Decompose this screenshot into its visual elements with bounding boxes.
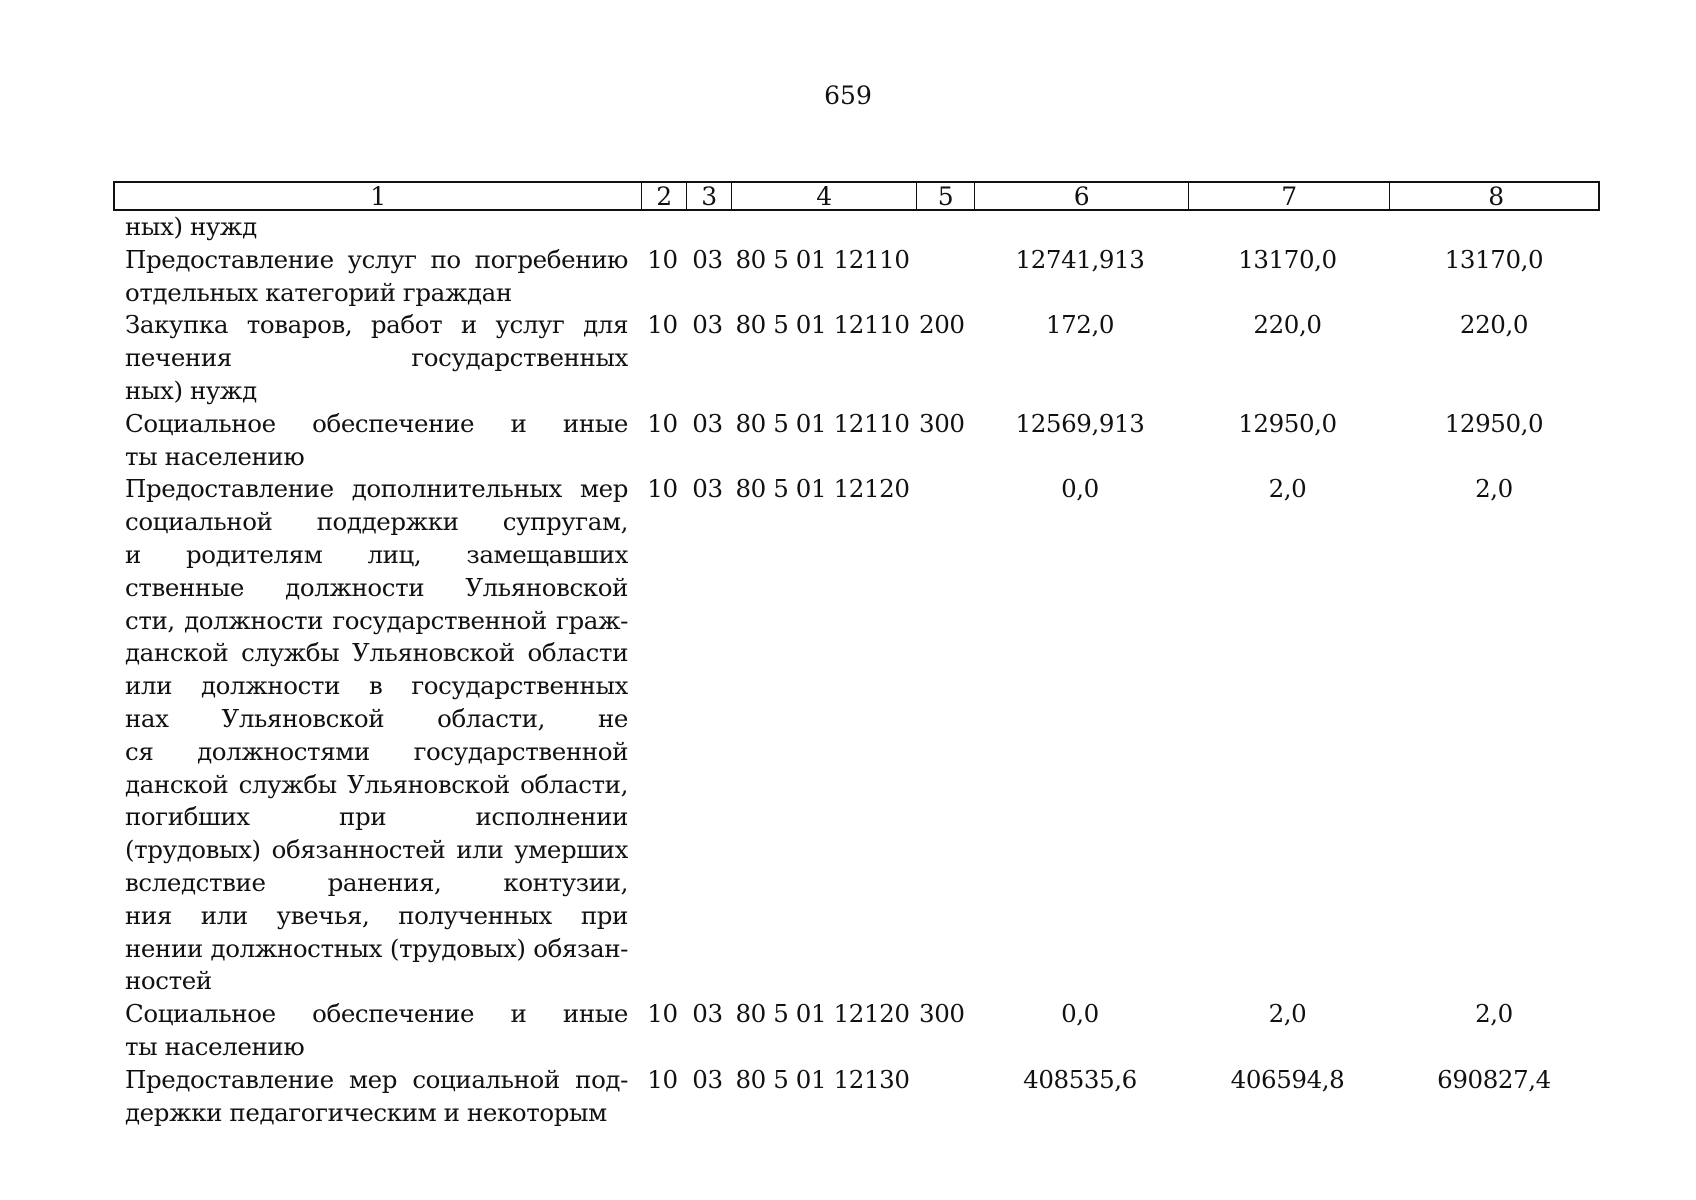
row-subsection: 03 bbox=[692, 474, 723, 504]
row-expense-type bbox=[915, 211, 973, 244]
description-line: Предоставление мер социальной под- bbox=[125, 1064, 628, 1094]
table-row bbox=[113, 408, 1600, 474]
row-amount-year-2: 12950,0 bbox=[1238, 408, 1337, 438]
row-expense-type: 300 bbox=[919, 408, 965, 438]
row-amount-year-2: 220,0 bbox=[1253, 310, 1322, 340]
description-line: ных) нужд bbox=[125, 375, 257, 405]
row-subsection: 03 bbox=[692, 999, 723, 1029]
row-description bbox=[113, 998, 640, 1064]
row-subsection: 03 bbox=[692, 1064, 723, 1094]
row-subsection: 03 bbox=[692, 244, 723, 274]
row-amount-year-2 bbox=[1187, 211, 1388, 244]
row-subsection: 03 bbox=[692, 408, 723, 438]
row-target-article: 80 5 01 12120 bbox=[735, 474, 910, 504]
description-line: ты населению bbox=[125, 1031, 305, 1061]
row-amount-year-1: 408535,6 bbox=[1023, 1064, 1137, 1094]
row-expense-type bbox=[915, 473, 973, 998]
row-description bbox=[113, 408, 640, 474]
description-line: ты населению bbox=[125, 441, 305, 471]
row-amount-year-1 bbox=[973, 211, 1187, 244]
row-amount-year-1: 12569,913 bbox=[1015, 408, 1145, 438]
description-line: держки педагогическим и некоторым bbox=[125, 1097, 607, 1127]
description-line: Социальное обеспечение и иные bbox=[125, 408, 628, 438]
row-target-article: 80 5 01 12110 bbox=[735, 408, 910, 438]
description-line: ных) нужд bbox=[125, 212, 257, 241]
row-section: 10 bbox=[647, 1064, 678, 1094]
row-target-article: 80 5 01 12110 bbox=[735, 310, 910, 340]
description-line: Предоставление дополнительных мер bbox=[125, 474, 628, 504]
description-line: и родителям лиц, замещавших bbox=[125, 539, 628, 569]
description-line: данской службы Ульяновской области bbox=[125, 638, 628, 668]
row-expense-type bbox=[915, 244, 973, 310]
table-row bbox=[113, 473, 1600, 998]
description-line: данской службы Ульяновской области, bbox=[125, 769, 628, 799]
row-section: 10 bbox=[647, 244, 678, 274]
table-header-row bbox=[113, 181, 1600, 211]
header-col-8: 8 bbox=[1488, 182, 1504, 211]
row-amount-year-1: 0,0 bbox=[1061, 999, 1099, 1029]
description-line: социальной поддержки супругам, bbox=[125, 507, 628, 537]
row-amount-year-3 bbox=[1388, 211, 1600, 244]
description-line: Предоставление услуг по погребению bbox=[125, 244, 628, 274]
row-amount-year-3: 12950,0 bbox=[1444, 408, 1544, 438]
description-line: отдельных категорий граждан bbox=[125, 277, 512, 307]
description-line: Социальное обеспечение и иные bbox=[125, 999, 628, 1029]
row-amount-year-1: 0,0 bbox=[1061, 474, 1099, 504]
description-line: печения государственных bbox=[125, 343, 628, 373]
table-row bbox=[113, 211, 1600, 244]
header-col-3: 3 bbox=[687, 183, 732, 211]
header-col-2: 2 bbox=[642, 183, 687, 211]
row-amount-year-2: 2,0 bbox=[1268, 999, 1307, 1029]
row-section: 10 bbox=[647, 310, 678, 340]
row-expense-type: 200 bbox=[919, 310, 965, 340]
row-amount-year-2: 13170,0 bbox=[1238, 244, 1337, 274]
budget-table bbox=[113, 181, 1600, 1129]
row-section bbox=[640, 211, 685, 244]
description-line: вследствие ранения, контузии, bbox=[125, 867, 628, 897]
row-target-article: 80 5 01 12130 bbox=[735, 1064, 910, 1094]
row-description bbox=[113, 473, 640, 998]
description-line: или должности в государственных bbox=[125, 671, 628, 701]
row-expense-type bbox=[915, 1064, 973, 1130]
row-target-article bbox=[730, 211, 915, 244]
row-target-article: 80 5 01 12110 bbox=[735, 244, 910, 274]
row-section: 10 bbox=[647, 474, 678, 504]
description-line: нении должностных (трудовых) обязан- bbox=[125, 933, 628, 963]
row-amount-year-3: 2,0 bbox=[1475, 999, 1513, 1029]
row-amount-year-3: 220,0 bbox=[1459, 310, 1529, 340]
table-body bbox=[113, 211, 1600, 1129]
row-section: 10 bbox=[647, 999, 678, 1029]
row-subsection: 03 bbox=[692, 310, 723, 340]
row-amount-year-3: 690827,4 bbox=[1437, 1064, 1551, 1094]
row-amount-year-1: 12741,913 bbox=[1015, 244, 1145, 274]
row-target-article: 80 5 01 12120 bbox=[735, 999, 910, 1029]
table-row bbox=[113, 998, 1600, 1064]
table-row bbox=[113, 1064, 1600, 1130]
row-amount-year-1: 172,0 bbox=[1045, 310, 1115, 340]
row-amount-year-3: 13170,0 bbox=[1444, 244, 1544, 274]
description-line: нах Ульяновской области, не bbox=[125, 703, 628, 733]
table-row bbox=[113, 309, 1600, 407]
description-line: (трудовых) обязанностей или умерших bbox=[125, 835, 628, 865]
row-amount-year-2: 406594,8 bbox=[1230, 1064, 1345, 1094]
description-line: ностей bbox=[125, 966, 212, 996]
table-row bbox=[113, 244, 1600, 310]
page-number: 659 bbox=[824, 81, 872, 110]
description-line: ния или увечья, полученных при bbox=[125, 900, 628, 930]
description-line: ся должностями государственной bbox=[125, 736, 628, 766]
description-line: ственные должности Ульяновской bbox=[125, 572, 628, 602]
row-section: 10 bbox=[647, 408, 678, 438]
row-description bbox=[113, 211, 640, 244]
description-line: сти, должности государственной граж- bbox=[125, 605, 628, 635]
row-amount-year-3: 2,0 bbox=[1475, 474, 1513, 504]
row-amount-year-2: 2,0 bbox=[1268, 474, 1307, 504]
header-col-6: 6 bbox=[975, 183, 1189, 211]
description-line: Закупка товаров, работ и услуг для bbox=[125, 310, 628, 340]
row-description bbox=[113, 1064, 640, 1130]
header-col-4: 4 bbox=[732, 183, 917, 211]
description-line: погибших при исполнении bbox=[125, 802, 628, 832]
row-description bbox=[113, 309, 640, 407]
row-expense-type: 300 bbox=[919, 999, 965, 1029]
row-description bbox=[113, 244, 640, 310]
row-subsection bbox=[685, 211, 730, 244]
header-col-5: 5 bbox=[917, 183, 975, 211]
header-col-1: 1 bbox=[115, 183, 642, 211]
header-col-7: 7 bbox=[1189, 183, 1390, 211]
